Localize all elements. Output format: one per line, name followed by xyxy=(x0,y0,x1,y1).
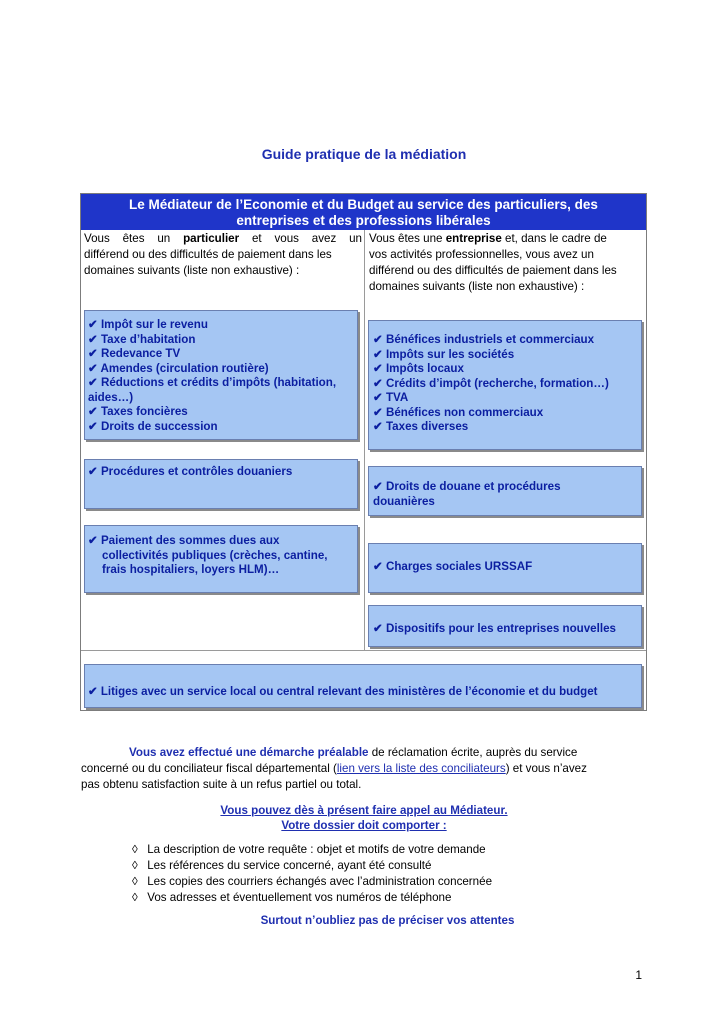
list-item: ✔ Procédures et contrôles douaniers xyxy=(88,465,293,478)
list-item: ✔ Taxes diverses xyxy=(373,420,469,433)
header-line-1: Le Médiateur de l’Economie et du Budget au service des particuliers, des xyxy=(129,197,598,212)
diamond-bullet-icon: ◊ xyxy=(132,859,138,872)
list-item: ✔ Redevance TV xyxy=(88,347,181,360)
diamond-bullet-icon: ◊ xyxy=(132,891,138,904)
list-item: ✔ Impôt sur le revenu xyxy=(88,318,208,331)
urssaf-box: ✔ Charges sociales URSSAF xyxy=(368,543,642,593)
appeal-heading: Vous pouvez dès à présent faire appel au Médiateur. xyxy=(220,804,508,817)
list-item: ✔ TVA xyxy=(373,391,409,404)
row-divider xyxy=(81,650,646,651)
list-item: ✔ Crédits d’impôt (recherche, formation…) xyxy=(373,376,609,390)
list-item: ✔ Droits de succession xyxy=(88,419,218,433)
list-item-continuation: aides…) xyxy=(88,390,134,404)
entreprise-taxes-box xyxy=(368,320,642,450)
list-item: ✔ Amendes (circulation routière) xyxy=(88,361,269,375)
list-item: ◊ Les copies des courriers échangés avec l’administration concernée xyxy=(132,875,493,888)
diamond-bullet-icon: ◊ xyxy=(132,843,138,856)
list-item: ✔ Taxe d’habitation xyxy=(88,332,196,346)
dossier-heading: Votre dossier doit comporter : xyxy=(281,819,447,832)
demarche-prealable-label: Vous avez effectué une démarche préalable xyxy=(129,746,369,759)
list-item: ◊ La description de votre requête : objet et motifs de votre demande xyxy=(132,843,486,856)
list-item: ✔ Taxes foncières xyxy=(88,405,188,418)
douane-entreprise-box: ✔ Droits de douane et procédures douanières xyxy=(368,466,642,516)
collectivites-box: ✔ Paiement des sommes dues aux collectivités publiques (crèches, cantine, frais hospitaliers, loyers HLM)… xyxy=(84,525,358,593)
list-item: ✔ Réductions et crédits d’impôts (habitation, xyxy=(88,376,337,389)
left-intro: Vous êtes un particulier et vous avez un différend ou des difficultés de paiement dans les domaines suivants (liste non exhaustive) : xyxy=(84,232,362,277)
list-item: ✔ Bénéfices non commerciaux xyxy=(373,405,544,419)
list-item: ✔ Impôts locaux xyxy=(373,362,464,375)
ministeres-litiges-box: ✔ Litiges avec un service local ou central relevant des ministères de l’économie et du budget xyxy=(84,664,642,708)
diamond-bullet-icon: ◊ xyxy=(132,875,138,888)
page-title: Guide pratique de la médiation xyxy=(261,146,467,162)
reminder-text: Surtout n’oubliez pas de préciser vos attentes xyxy=(260,914,515,927)
list-item: ✔ Impôts sur les sociétés xyxy=(373,347,515,361)
section-header xyxy=(81,194,646,230)
douane-particulier-box xyxy=(84,459,358,509)
requirements-list xyxy=(132,842,492,906)
header-line-2: entreprises et des professions libérales xyxy=(236,213,491,228)
particulier-taxes-box xyxy=(84,310,358,440)
list-item: ✔ Bénéfices industriels et commerciaux xyxy=(373,333,595,346)
particulier-label: particulier xyxy=(183,232,240,245)
list-item: ◊ Vos adresses et éventuellement vos numéros de téléphone xyxy=(132,891,452,904)
prerequisite-paragraph: Vous avez effectué une démarche préalable de réclamation écrite, auprès du service concerné ou du conciliateur fiscal départemental (lien vers la liste des conciliateurs) et vous n’avez pas obtenu satisfaction suite à un refus partiel ou total. xyxy=(81,746,587,791)
list-item: ◊ Les références du service concerné, ayant été consulté xyxy=(132,859,432,872)
entreprises-nouvelles-box: ✔ Dispositifs pour les entreprises nouvelles xyxy=(368,605,642,647)
entreprise-label: entreprise xyxy=(445,232,502,245)
column-divider xyxy=(364,230,365,650)
right-intro: Vous êtes une entreprise et, dans le cadre de vos activités professionnelles, vous avez un différend ou des difficultés de paiement dans les domaines suivants (liste non exhaustive) : xyxy=(369,232,617,293)
page-number: 1 xyxy=(635,968,642,982)
conciliateurs-link[interactable]: lien vers la liste des conciliateurs xyxy=(336,762,506,775)
